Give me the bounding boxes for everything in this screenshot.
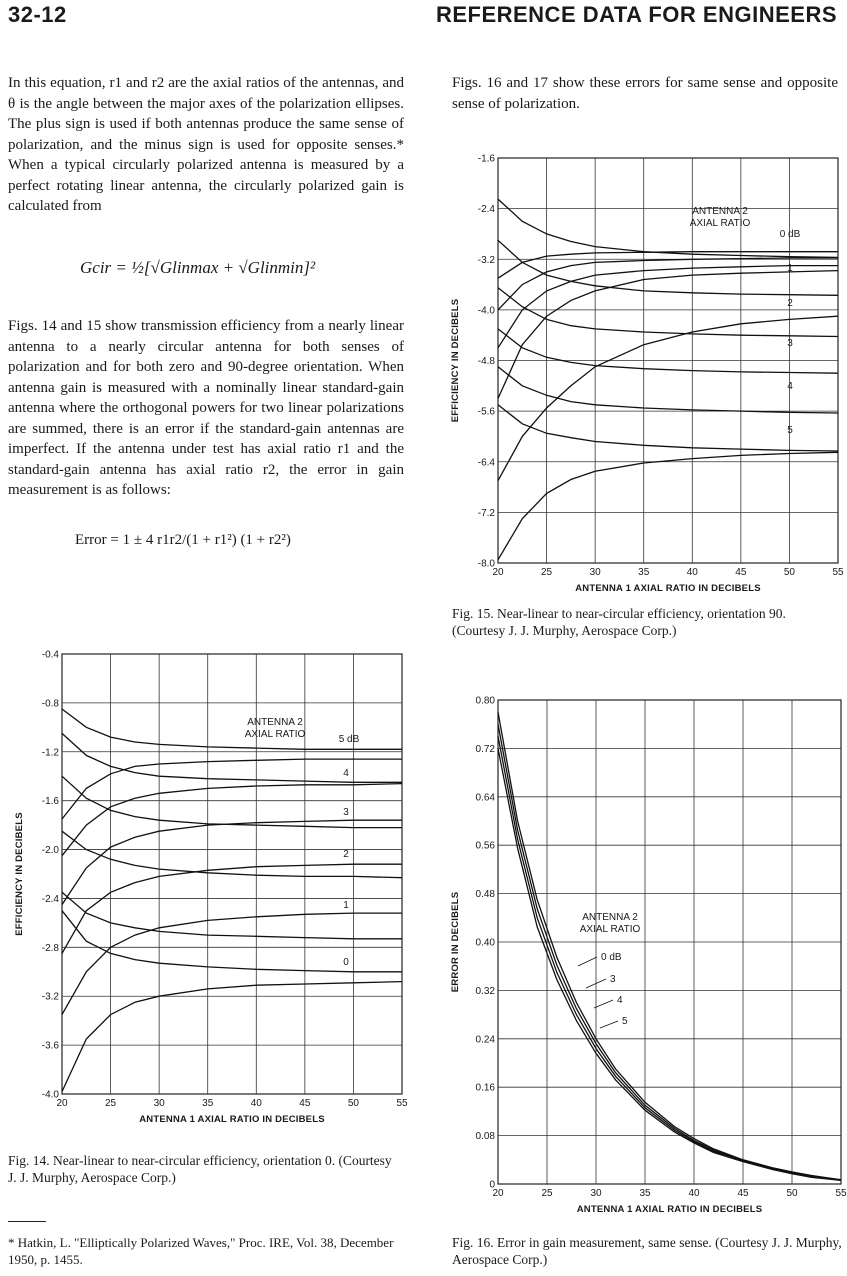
fig14-curve-label: 1	[343, 900, 349, 911]
fig16-x-tick-label: 55	[835, 1188, 847, 1199]
fig15-x-tick-label: 25	[541, 567, 553, 578]
fig16-x-tick-label: 50	[786, 1188, 798, 1199]
fig16-series-3-line	[498, 748, 841, 1180]
fig15-x-tick-label: 20	[492, 567, 504, 578]
fig16-leader-line	[600, 1021, 618, 1028]
running-title: REFERENCE DATA FOR ENGINEERS	[435, 2, 837, 27]
fig16-y-tick-label: 0.48	[475, 889, 495, 901]
fig14-curve-label: 2	[343, 849, 349, 860]
caption-fig16: Fig. 16. Error in gain measurement, same sense. (Courtesy J. J. Murphy, Aerospace Corp.)	[452, 1235, 842, 1267]
fig14-curve-label: 0	[343, 957, 349, 968]
fig14-y-axis-label: EFFICIENCY IN DECIBELS	[14, 812, 25, 936]
fig15-x-tick-label: 30	[589, 567, 601, 578]
fig14-curve-label: 5 dB	[338, 734, 360, 745]
fig14-x-tick-label: 20	[56, 1098, 68, 1109]
fig16-x-tick-label: 20	[492, 1188, 504, 1199]
fig15-y-tick-label: -6.4	[477, 457, 495, 469]
fig16-y-tick-label: 0.16	[475, 1082, 495, 1094]
fig14-y-tick-label: -0.8	[41, 698, 59, 710]
fig15-y-tick-label: -2.4	[477, 204, 495, 216]
page-number: 32-12	[8, 2, 67, 27]
fig14-x-tick-label: 35	[202, 1098, 214, 1109]
fig15-y-tick-label: -8.0	[477, 558, 495, 570]
fig16-y-tick-label: 0.56	[475, 840, 495, 852]
fig16-leader-line	[594, 1000, 613, 1008]
fig14-curve-label: 4	[343, 768, 349, 779]
fig15-x-axis-label: ANTENNA 1 AXIAL RATIO IN DECIBELS	[575, 583, 761, 594]
equation-gcir: Gcir = ½[√Glinmax + √Glinmin]²	[80, 258, 316, 277]
fig15-y-tick-label: -5.6	[477, 406, 495, 418]
fig15-y-tick-label: -4.8	[477, 356, 495, 367]
fig14-annotation-line1: ANTENNA 2	[247, 717, 303, 728]
fig14-y-tick-label: -2.0	[41, 845, 59, 857]
fig16-y-tick-label: 0.40	[475, 937, 495, 949]
fig16-x-tick-label: 30	[590, 1188, 602, 1199]
fig16-y-tick-label: 0.32	[475, 985, 495, 997]
fig16-series-0-line	[498, 712, 841, 1180]
fig14-y-tick-label: -4.0	[41, 1089, 59, 1101]
fig16-x-tick-label: 40	[688, 1188, 700, 1199]
fig16-y-axis-label: ERROR IN DECIBELS	[450, 891, 461, 993]
fig15-annotation-line2: AXIAL RATIO	[689, 218, 751, 229]
fig15-x-tick-label: 55	[832, 567, 844, 578]
fig14-x-tick-label: 50	[347, 1098, 359, 1109]
footnote-rule	[8, 1221, 46, 1222]
fig16-x-tick-label: 25	[541, 1188, 553, 1199]
fig15-x-tick-label: 40	[686, 567, 698, 578]
fig14-x-tick-label: 30	[153, 1098, 165, 1109]
fig16-x-tick-label: 35	[639, 1188, 651, 1199]
fig16-y-tick-label: 0.08	[475, 1131, 495, 1143]
fig16-curve-label: 5	[622, 1016, 628, 1027]
fig15-y-axis-label: EFFICIENCY IN DECIBELS	[450, 298, 461, 423]
fig15-x-tick-label: 50	[783, 567, 795, 578]
fig14-y-tick-label: -2.8	[41, 942, 59, 954]
fig15-curve-label: 3	[787, 338, 793, 349]
fig14-x-tick-label: 55	[396, 1098, 408, 1109]
fig14-y-tick-label: -0.4	[41, 649, 59, 661]
fig16-annotation-line1: ANTENNA 2	[582, 912, 638, 923]
fig16-leader-line	[578, 957, 597, 966]
fig15-curve-label: 0 dB	[779, 229, 801, 240]
fig14-curve-label: 3	[343, 807, 349, 818]
fig15-curve-label: 2	[787, 298, 793, 309]
fig16-curve-label: 0 dB	[601, 952, 622, 963]
fig15-curve-label: 5	[787, 425, 793, 436]
fig15-curve-label: 4	[787, 381, 793, 392]
fig15-y-tick-label: -1.6	[477, 153, 495, 165]
fig14-x-tick-label: 45	[299, 1098, 311, 1109]
caption-fig14: Fig. 14. Near-linear to near-circular efficiency, orientation 0. (Courtesy J. J. Murphy, Aerospace Corp.)	[8, 1153, 392, 1185]
paragraph-figs-16-17: Figs. 16 and 17 show these errors for same sense and opposite sense of polarization.	[452, 75, 838, 112]
fig15-y-tick-label: -7.2	[477, 507, 495, 519]
fig16-y-tick-label: 0	[489, 1179, 495, 1191]
fig16-x-tick-label: 45	[737, 1188, 749, 1199]
fig14-x-tick-label: 40	[250, 1098, 262, 1109]
fig15-x-tick-label: 45	[735, 567, 747, 578]
fig14-annotation-line2: AXIAL RATIO	[244, 729, 306, 740]
fig15-y-tick-label: -3.2	[477, 254, 495, 266]
fig16-curve-label: 4	[617, 995, 623, 1006]
fig14-y-tick-label: -2.4	[41, 893, 59, 905]
fig14-x-axis-label: ANTENNA 1 AXIAL RATIO IN DECIBELS	[139, 1114, 325, 1125]
fig16-x-axis-label: ANTENNA 1 AXIAL RATIO IN DECIBELS	[576, 1204, 763, 1215]
fig16-y-tick-label: 0.64	[475, 792, 495, 804]
caption-fig15: Fig. 15. Near-linear to near-circular efficiency, orientation 90. (Courtesy J. J. Murphy, Aerospace Corp.)	[452, 606, 786, 638]
paragraph-efficiency: Figs. 14 and 15 show transmission efficiency from a nearly linear antenna to a nearly circular antenna for both senses of polarization and for both zero and 90-degree orientation. When antenna gain is measured with a nominally linear standard-gain antenna where the orthogonal powers for two linear polarizations are summed, there is an error if the standard-gain antennas are imperfect. If the antenna under test has axial ratio r1 and the standard-gain antenna has axial ratio r2, the error in gain measurement is as follows:	[8, 318, 404, 498]
fig14-y-tick-label: -1.6	[41, 796, 59, 808]
fig16-y-tick-label: 0.24	[475, 1034, 495, 1046]
fig15-y-tick-label: -4.0	[477, 305, 495, 317]
fig14-y-tick-label: -1.2	[41, 747, 59, 759]
fig16-y-tick-label: 0.80	[475, 695, 495, 707]
fig14-y-tick-label: -3.2	[41, 991, 59, 1003]
equation-error: Error = 1 ± 4 r1r2/(1 + r1²) (1 + r2²)	[75, 532, 291, 548]
fig15-annotation-line1: ANTENNA 2	[692, 206, 748, 217]
footnote: * Hatkin, L. "Elliptically Polarized Waves," Proc. IRE, Vol. 38, December 1950, p. 1455.	[8, 1235, 394, 1267]
fig16-annotation-line2: AXIAL RATIO	[579, 924, 641, 935]
paragraph-intro: In this equation, r1 and r2 are the axial ratios of the antennas, and θ is the angle between the major axes of the polarization ellipses. The plus sign is used if both antennas produce the same sense of polarization, and the minus sign is used for opposite senses.* When a typical circularly polarized antenna is measured by a perfect rotating linear antenna, the circularly polarized gain is calculated from	[8, 75, 404, 214]
fig15-x-tick-label: 35	[638, 567, 650, 578]
fig16-curve-label: 3	[610, 974, 616, 985]
fig14-x-tick-label: 25	[105, 1098, 117, 1109]
fig14-y-tick-label: -3.6	[41, 1040, 59, 1052]
fig15-curve-label: 1	[787, 263, 793, 274]
fig16-y-tick-label: 0.72	[475, 743, 495, 755]
